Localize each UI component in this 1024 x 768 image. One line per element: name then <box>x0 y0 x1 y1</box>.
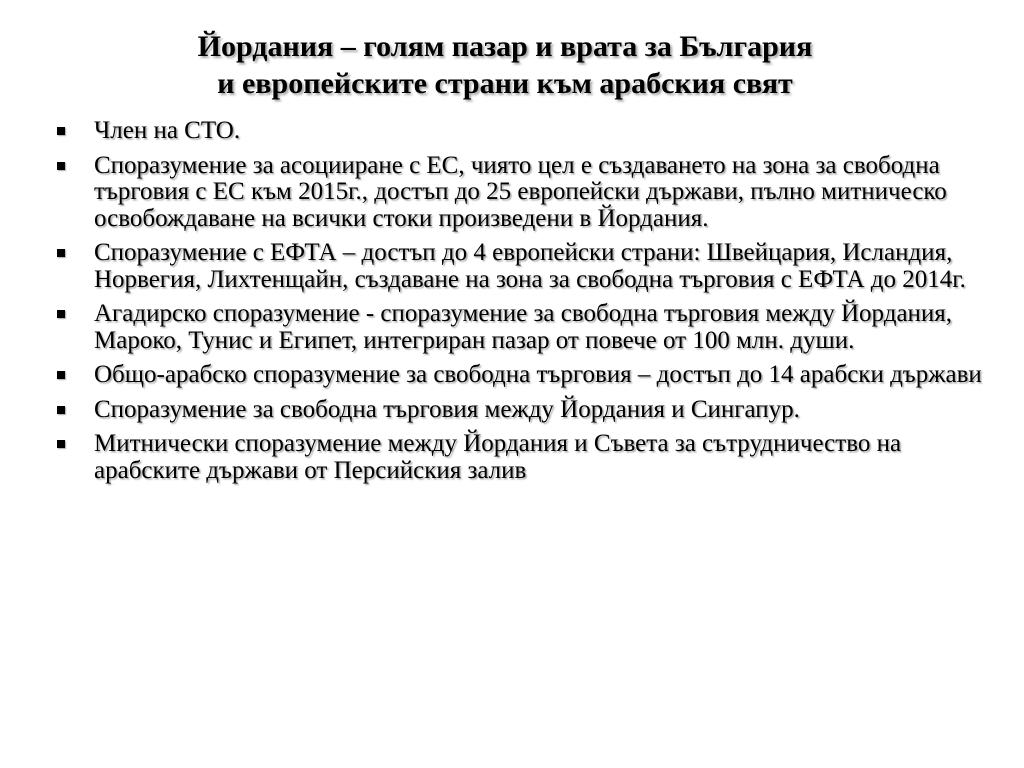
square-bullet-icon <box>57 162 65 170</box>
bullet-text: Агадирско споразумение - споразумение за свободна търговия между Йордания, Мароко, Тунис и Египет, интегриран пазар от повече от 100 млн. души. <box>94 300 953 354</box>
bullet-text: Общо-арабско споразумение за свободна търговия – достъп до 14 арабски държави <box>94 361 982 388</box>
bullet-item-eu-association <box>57 153 1007 233</box>
square-bullet-icon <box>57 406 65 414</box>
bullet-list <box>57 118 1007 492</box>
square-bullet-icon <box>57 249 65 257</box>
title-line-1: Йордания – голям пазар и врата за България <box>197 30 813 63</box>
bullet-item-singapore <box>57 397 1007 424</box>
square-bullet-icon <box>57 127 65 135</box>
title-line-2: и европейските страни към арабския свят <box>217 67 793 100</box>
bullet-item-pan-arab <box>57 362 1007 389</box>
square-bullet-icon <box>57 371 65 379</box>
square-bullet-icon <box>57 310 65 318</box>
bullet-item-wto <box>57 118 1007 145</box>
bullet-item-efta <box>57 240 1007 293</box>
bullet-text: Споразумение с ЕФТА – достъп до 4 европейски страни: Швейцария, Исландия, Норвегия, Лихтенщайн, създаване на зона за свободна търговия с ЕФТА до 2014г. <box>94 239 966 293</box>
slide-title <box>90 28 920 102</box>
bullet-text: Споразумение за асоцииране с ЕС, чиято цел е създаването на зона за свободна търговия с ЕС към 2015г., достъп до 25 европейски държави, пълно митническо освобождаване на всички стоки произведени в Йордания. <box>94 151 947 232</box>
square-bullet-icon <box>57 440 65 448</box>
bullet-text: Митнически споразумение между Йордания и Съвета за сътрудничество на арабските държави от Персийския залив <box>94 430 902 484</box>
bullet-text: Член на СТО. <box>94 117 241 144</box>
bullet-item-agadir <box>57 301 1007 354</box>
bullet-item-gcc <box>57 431 1007 484</box>
bullet-text: Споразумение за свободна търговия между Йордания и Сингапур. <box>94 395 800 423</box>
